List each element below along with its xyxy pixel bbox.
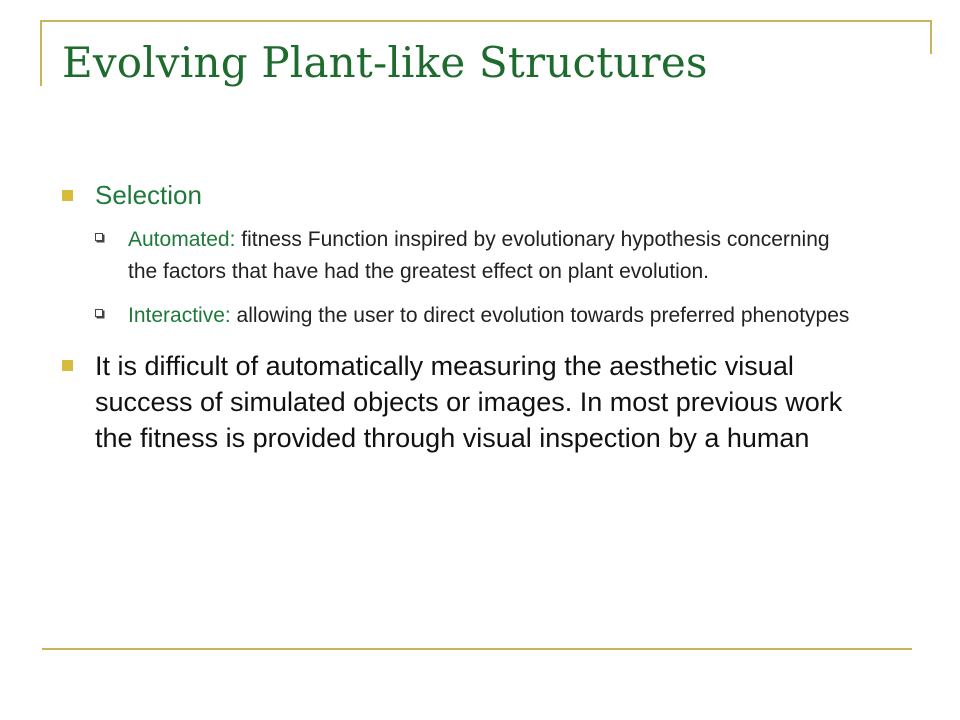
bullet-selection	[62, 178, 862, 212]
sub-bullet-interactive-text	[128, 300, 862, 332]
frame-right-line	[930, 20, 932, 54]
sub-bullet-automated-lead: Automated:	[128, 228, 236, 251]
bullet-difficulty-text: It is difficult of automatically measuring the aesthetic visual success of simulated objects or images. In most previous work the fitness is provided through visual inspection by a human	[95, 351, 843, 453]
frame-bottom-line	[42, 648, 912, 650]
filled-square-bullet-icon	[62, 190, 73, 201]
frame-top-line	[40, 20, 932, 22]
sub-bullet-interactive-body: allowing the user to direct evolution towards preferred phenotypes	[230, 304, 850, 327]
bullet-difficulty	[62, 348, 862, 456]
frame-left-line	[40, 20, 42, 86]
sub-bullet-interactive	[95, 300, 862, 332]
bullet-selection-label: Selection	[95, 180, 202, 210]
hollow-square-bullet-icon	[95, 233, 103, 241]
sub-bullet-automated-text	[128, 224, 862, 288]
slide-body	[62, 178, 862, 456]
sub-bullet-automated-body: fitness Function inspired by evolutionary hypothesis concerning the factors that have had the greatest effect on plant evolution.	[128, 228, 830, 283]
sub-bullet-interactive-lead: Interactive:	[128, 304, 231, 327]
filled-square-bullet-icon	[62, 360, 73, 371]
hollow-square-bullet-icon	[95, 309, 103, 317]
sub-bullet-automated	[95, 224, 862, 288]
slide-title: Evolving Plant-like Structures	[62, 38, 708, 87]
